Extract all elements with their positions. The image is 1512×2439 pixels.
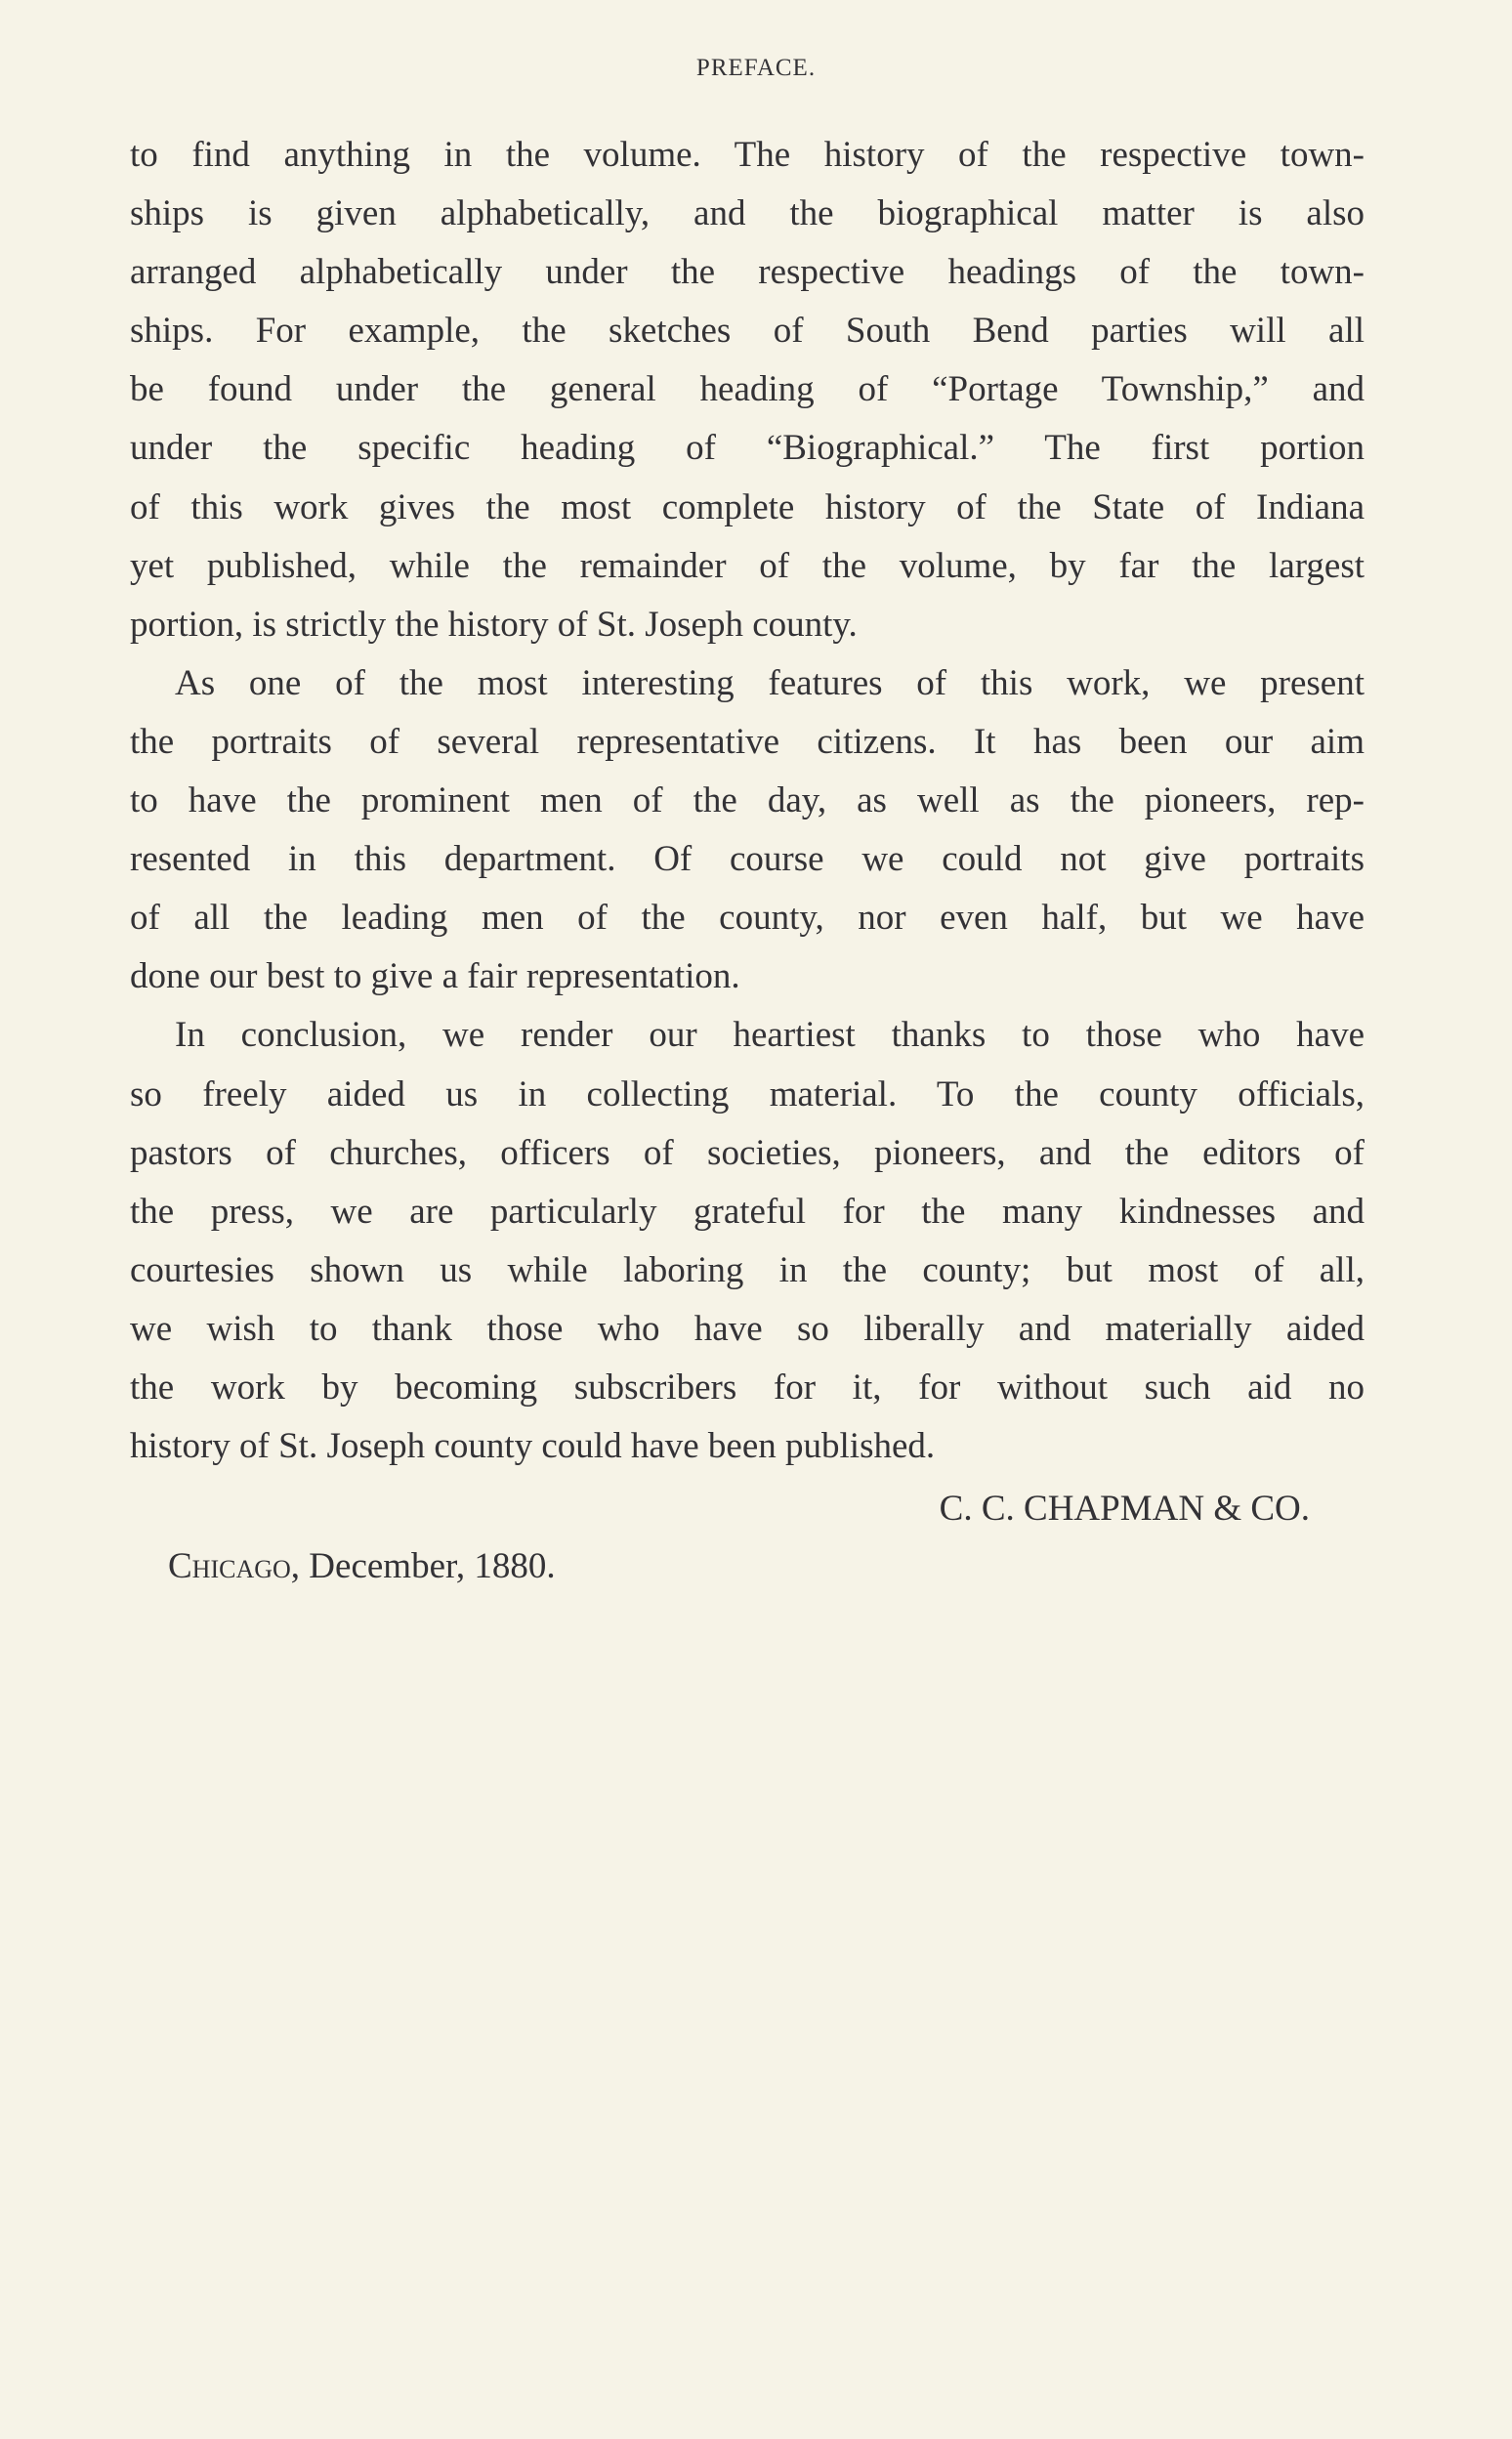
text-line: to have the prominent men of the day, as well as the pioneers, rep- bbox=[130, 780, 1365, 821]
text-line: done our best to give a fair representation. bbox=[130, 956, 740, 997]
date: , December, 1880. bbox=[290, 1546, 556, 1586]
text-line: of this work gives the most complete history of the State of Indiana bbox=[130, 486, 1365, 527]
text-line: the work by becoming subscribers for it, for without such aid no bbox=[130, 1367, 1365, 1408]
text-line: courtesies shown us while laboring in the county; but most of all, bbox=[130, 1249, 1365, 1290]
text-line: pastors of churches, officers of societies, pioneers, and the editors of bbox=[130, 1132, 1365, 1173]
text-line: ships. For example, the sketches of South Bend parties will all bbox=[130, 311, 1365, 352]
text-line: portion, is strictly the history of St. Joseph county. bbox=[130, 604, 858, 645]
text-line: yet published, while the remainder of the volume, by far the largest bbox=[130, 545, 1365, 586]
text-line: under the specific heading of “Biographical.” The first portion bbox=[130, 428, 1365, 469]
text-line: of all the leading men of the county, nor even half, but we have bbox=[130, 898, 1365, 939]
signature: C. C. CHAPMAN & CO. bbox=[939, 1489, 1310, 1529]
text-line: As one of the most interesting features of this work, we present bbox=[175, 662, 1365, 703]
text-line: so freely aided us in collecting material. To the county officials, bbox=[130, 1073, 1365, 1114]
running-header: PREFACE. bbox=[695, 55, 817, 81]
place-date bbox=[168, 1537, 556, 1596]
preface-body bbox=[130, 126, 1365, 1476]
text-line: In conclusion, we render our heartiest thanks to those who have bbox=[175, 1015, 1365, 1056]
place: Chicago bbox=[168, 1546, 291, 1586]
text-line: the press, we are particularly grateful for the many kindnesses and bbox=[130, 1191, 1365, 1232]
text-line: ships is given alphabetically, and the biographical matter is also bbox=[130, 193, 1365, 234]
text-line: resented in this department. Of course we could not give portraits bbox=[130, 839, 1365, 880]
text-line: to find anything in the volume. The history of the respective town- bbox=[130, 135, 1365, 175]
text-line: history of St. Joseph county could have been published. bbox=[130, 1426, 936, 1467]
text-line: the portraits of several representative citizens. It has been our aim bbox=[130, 721, 1365, 762]
text-line: be found under the general heading of “Portage Township,” and bbox=[130, 369, 1365, 410]
text-line: we wish to thank those who have so liberally and materially aided bbox=[130, 1308, 1365, 1349]
text-line: arranged alphabetically under the respective headings of the town- bbox=[130, 252, 1365, 293]
